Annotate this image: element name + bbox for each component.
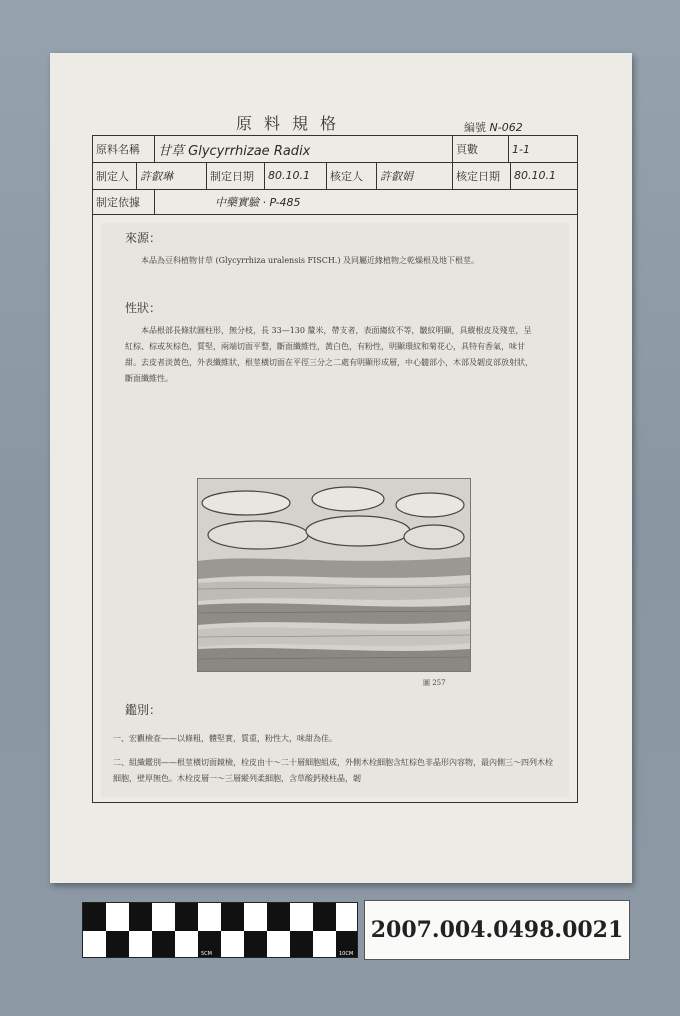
- basis-label: 制定依據: [93, 189, 155, 215]
- spec-form-table: [92, 135, 578, 215]
- author-value: 許叡琳: [137, 162, 207, 189]
- identification-item-2: 二、組織鑑別——根莖橫切面鏡檢，栓皮由十～二十層細胞組成，外側木栓細胞含紅棕色非晶形內容物，最內側三～四列木栓細胞，壁厚無色。木栓皮層一～三層縱列柔細胞，含草酸鈣稜柱晶，韌: [113, 758, 553, 783]
- identification-item-1: 一、宏觀檢查——以條粗，體堅實，質重，粉性大，味甜為佳。: [113, 734, 337, 743]
- author-label: 制定人: [93, 162, 137, 189]
- check-date-value: 80.10.1: [514, 169, 556, 182]
- page-label: 頁數: [453, 136, 509, 162]
- scale-label-5: 5CM: [201, 951, 212, 957]
- source-heading: 來源：: [125, 231, 162, 245]
- form-row-basis: [93, 189, 577, 215]
- name-label: 原料名稱: [93, 136, 155, 162]
- source-text: 本品為豆科植物甘草 (Glycyrrhiza uralensis FISCH.) 及同屬近緣植物之乾燥根及地下根莖。: [141, 256, 480, 265]
- serial-label: 編號: [464, 121, 486, 134]
- form-row-authors: [93, 162, 577, 190]
- pasted-monograph: [101, 223, 569, 797]
- page-value: 1-1: [512, 142, 530, 156]
- form-row-name: [93, 136, 577, 163]
- content-box: [92, 215, 578, 803]
- basis-value: 中藥實驗 · P-485: [215, 196, 301, 209]
- checker-label: 核定人: [327, 162, 377, 189]
- document-sheet: [50, 53, 632, 883]
- micrograph-image: [198, 479, 470, 671]
- color-checker-strip: [82, 902, 358, 958]
- properties-heading: 性狀：: [125, 301, 162, 315]
- figure-caption: 圖 257: [423, 679, 446, 687]
- check-date-label: 核定日期: [453, 162, 511, 189]
- checker-value: 許叡娟: [377, 162, 453, 189]
- scale-label-10: 10CM: [339, 951, 354, 957]
- scale-label-0: 0CM: [85, 951, 96, 957]
- accession-number-label: 2007.004.0498.0021: [364, 900, 630, 960]
- date-value: 80.10.1: [265, 162, 327, 189]
- properties-text: 本品根部長條狀圓柱形，無分枝，長 33—130 釐米，帶支者，表面縐紋不等，皺紋明顯，具縱根皮及殘莖，呈紅棕、棕或灰棕色，質堅，兩端切面平整，斷面纖維性，黃白色，有粉性，明顯環紋和菊花心，具特有香氣，味甘甜。去皮者淡黃色，外表纖維狀，根莖橫切面在平徑三分之二處有明顯形成層，中心髓部小，木部及韌皮部放射狀，斷面纖維性。: [125, 326, 533, 383]
- name-value: 甘草 Glycyrrhizae Radix: [155, 136, 453, 162]
- document-title: 原料規格: [236, 114, 349, 133]
- identification-heading: 鑑別：: [125, 703, 162, 717]
- date-label: 制定日期: [207, 162, 265, 189]
- checker-pattern: [83, 903, 358, 958]
- micrograph-figure: [197, 478, 471, 672]
- serial-value: N-062: [489, 121, 523, 134]
- serial-number: [464, 119, 523, 135]
